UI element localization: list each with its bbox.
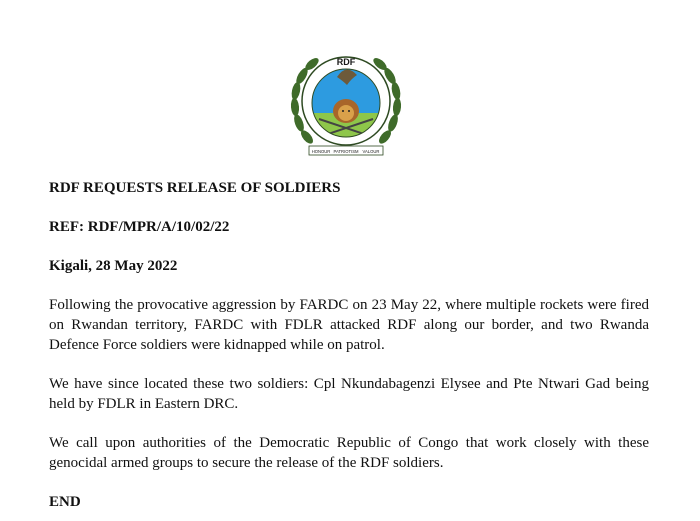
release-title: RDF REQUESTS RELEASE OF SOLDIERS xyxy=(49,180,341,196)
press-release-body xyxy=(49,178,649,512)
dateline: Kigali, 28 May 2022 xyxy=(49,258,178,274)
reference-number: REF: RDF/MPR/A/10/02/22 xyxy=(49,219,230,235)
ribbon-word-2: PATRIOTISM xyxy=(333,149,359,154)
paragraph-call-to-action: We call upon authorities of the Democratic Republic of Congo that work closely with these genocidal armed groups to secure the release of the RDF soldiers. xyxy=(49,435,649,471)
ribbon-word-3: VALOUR xyxy=(362,149,380,154)
emblem-top-text: RDF xyxy=(336,57,356,67)
closing-end: END xyxy=(49,494,81,510)
ribbon-word-1: HONOUR xyxy=(311,149,331,154)
paragraph-soldiers-located: We have since located these two soldiers: Cpl Nkundabagenzi Elysee and Pte Ntwari Gad being held by FDLR in Eastern DRC. xyxy=(49,376,649,412)
paragraph-aggression: Following the provocative aggression by FARDC on 23 May 22, where multiple rockets were fired on Rwandan territory, FARDC with FDLR attacked RDF along our border, and two Rwanda Defence Force soldiers were kidnapped while on patrol. xyxy=(49,297,649,353)
rdf-emblem-logo xyxy=(285,45,407,163)
lion-icon xyxy=(333,99,359,123)
